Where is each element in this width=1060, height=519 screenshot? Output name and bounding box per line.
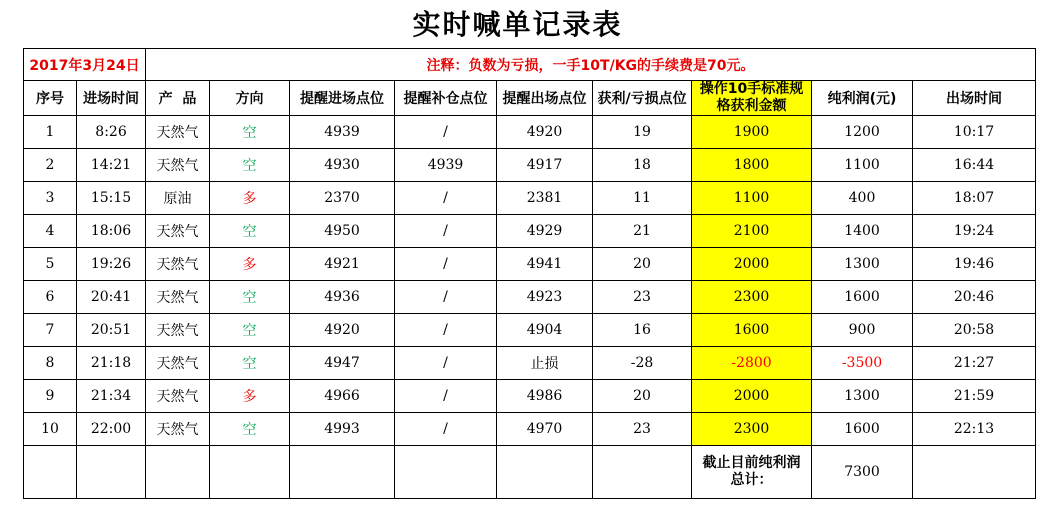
cell-pl-points: 23 [593, 413, 692, 446]
total-label-line1: 截止目前纯利润 [702, 455, 801, 471]
empty-cell [24, 446, 77, 499]
cell-pl-points: 23 [593, 281, 692, 314]
cell-entry-point: 4950 [290, 215, 395, 248]
cell-add-point: / [395, 413, 497, 446]
cell-exit-point: 4970 [497, 413, 593, 446]
cell-exit-point: 4923 [497, 281, 593, 314]
cell-seq: 3 [24, 182, 77, 215]
table-row [24, 149, 1036, 182]
cell-seq: 8 [24, 347, 77, 380]
cell-product: 天然气 [146, 314, 210, 347]
cell-exit-time: 10:17 [913, 116, 1036, 149]
cell-exit-point: 4920 [497, 116, 593, 149]
total-value: 7300 [812, 446, 913, 499]
trade-log-table [23, 48, 1036, 499]
cell-direction: 空 [210, 215, 290, 248]
cell-pl-points: -28 [593, 347, 692, 380]
cell-exit-point: 4917 [497, 149, 593, 182]
cell-std-profit: -2800 [692, 347, 812, 380]
page-title: 实时喊单记录表 [412, 8, 623, 41]
cell-direction: 多 [210, 380, 290, 413]
cell-seq: 5 [24, 248, 77, 281]
header-exit-point: 提醒出场点位 [497, 81, 593, 116]
cell-seq: 1 [24, 116, 77, 149]
header-std-profit-line2: 格获利金额 [716, 98, 787, 114]
cell-std-profit: 1100 [692, 182, 812, 215]
cell-std-profit: 1900 [692, 116, 812, 149]
cell-direction: 空 [210, 314, 290, 347]
cell-direction: 多 [210, 182, 290, 215]
table-row [24, 182, 1036, 215]
header-product: 产 品 [146, 81, 210, 116]
cell-std-profit: 2300 [692, 413, 812, 446]
cell-add-point: / [395, 347, 497, 380]
cell-add-point: / [395, 248, 497, 281]
empty-cell [913, 446, 1036, 499]
cell-net-profit: 1100 [812, 149, 913, 182]
cell-exit-time: 16:44 [913, 149, 1036, 182]
cell-product: 天然气 [146, 281, 210, 314]
cell-net-profit: 1600 [812, 413, 913, 446]
cell-pl-points: 20 [593, 248, 692, 281]
cell-exit-point: 4986 [497, 380, 593, 413]
cell-exit-time: 21:27 [913, 347, 1036, 380]
empty-cell [395, 446, 497, 499]
empty-cell [290, 446, 395, 499]
header-std-profit [692, 81, 812, 116]
table-row [24, 215, 1036, 248]
cell-entry-time: 20:41 [77, 281, 146, 314]
cell-direction: 空 [210, 413, 290, 446]
cell-product: 天然气 [146, 413, 210, 446]
header-entry-time: 进场时间 [77, 81, 146, 116]
cell-entry-point: 4936 [290, 281, 395, 314]
cell-pl-points: 19 [593, 116, 692, 149]
empty-cell [77, 446, 146, 499]
cell-pl-points: 21 [593, 215, 692, 248]
cell-direction: 多 [210, 248, 290, 281]
cell-entry-time: 21:34 [77, 380, 146, 413]
header-net-profit: 纯利润(元) [812, 81, 913, 116]
cell-direction: 空 [210, 347, 290, 380]
cell-net-profit: 1400 [812, 215, 913, 248]
cell-product: 天然气 [146, 215, 210, 248]
cell-std-profit: 2300 [692, 281, 812, 314]
cell-entry-time: 18:06 [77, 215, 146, 248]
cell-net-profit: 1200 [812, 116, 913, 149]
cell-entry-point: 2370 [290, 182, 395, 215]
date-cell: 2017年3月24日 [24, 49, 146, 81]
cell-product: 原油 [146, 182, 210, 215]
cell-std-profit: 1800 [692, 149, 812, 182]
cell-product: 天然气 [146, 116, 210, 149]
empty-cell [497, 446, 593, 499]
cell-entry-time: 21:18 [77, 347, 146, 380]
cell-add-point: 4939 [395, 149, 497, 182]
cell-net-profit: 1600 [812, 281, 913, 314]
cell-entry-point: 4939 [290, 116, 395, 149]
cell-exit-time: 20:58 [913, 314, 1036, 347]
cell-exit-time: 18:07 [913, 182, 1036, 215]
cell-entry-point: 4947 [290, 347, 395, 380]
header-std-profit-line1: 操作10手标准规 [699, 81, 804, 97]
cell-std-profit: 2100 [692, 215, 812, 248]
cell-seq: 6 [24, 281, 77, 314]
cell-pl-points: 20 [593, 380, 692, 413]
header-seq: 序号 [24, 81, 77, 116]
cell-exit-point: 4941 [497, 248, 593, 281]
cell-entry-time: 22:00 [77, 413, 146, 446]
cell-entry-time: 19:26 [77, 248, 146, 281]
table-row [24, 314, 1036, 347]
cell-std-profit: 2000 [692, 248, 812, 281]
total-row [24, 446, 1036, 499]
cell-seq: 7 [24, 314, 77, 347]
note-row [24, 49, 1036, 81]
cell-direction: 空 [210, 281, 290, 314]
cell-net-profit: 900 [812, 314, 913, 347]
empty-cell [146, 446, 210, 499]
cell-seq: 2 [24, 149, 77, 182]
cell-entry-time: 20:51 [77, 314, 146, 347]
cell-entry-time: 8:26 [77, 116, 146, 149]
cell-net-profit: 1300 [812, 380, 913, 413]
total-label [692, 446, 812, 499]
cell-entry-point: 4993 [290, 413, 395, 446]
cell-product: 天然气 [146, 347, 210, 380]
cell-add-point: / [395, 116, 497, 149]
table-row [24, 116, 1036, 149]
cell-std-profit: 1600 [692, 314, 812, 347]
cell-exit-point: 2381 [497, 182, 593, 215]
table-row [24, 347, 1036, 380]
cell-product: 天然气 [146, 380, 210, 413]
cell-exit-point: 4929 [497, 215, 593, 248]
empty-cell [593, 446, 692, 499]
header-direction: 方向 [210, 81, 290, 116]
cell-add-point: / [395, 314, 497, 347]
cell-add-point: / [395, 281, 497, 314]
cell-entry-point: 4930 [290, 149, 395, 182]
table-row [24, 281, 1036, 314]
header-pl-points: 获利/亏损点位 [593, 81, 692, 116]
cell-seq: 10 [24, 413, 77, 446]
cell-net-profit: -3500 [812, 347, 913, 380]
header-exit-time: 出场时间 [913, 81, 1036, 116]
cell-std-profit: 2000 [692, 380, 812, 413]
cell-direction: 空 [210, 149, 290, 182]
cell-exit-time: 19:46 [913, 248, 1036, 281]
cell-pl-points: 11 [593, 182, 692, 215]
cell-net-profit: 1300 [812, 248, 913, 281]
table-row [24, 248, 1036, 281]
table-row [24, 413, 1036, 446]
cell-entry-point: 4920 [290, 314, 395, 347]
cell-entry-time: 15:15 [77, 182, 146, 215]
cell-add-point: / [395, 182, 497, 215]
header-entry-point: 提醒进场点位 [290, 81, 395, 116]
empty-cell [210, 446, 290, 499]
cell-add-point: / [395, 215, 497, 248]
cell-exit-point: 4904 [497, 314, 593, 347]
note-cell: 注释：负数为亏损，一手10T/KG的手续费是70元。 [146, 49, 1036, 81]
cell-pl-points: 18 [593, 149, 692, 182]
cell-add-point: / [395, 380, 497, 413]
header-add-point: 提醒补仓点位 [395, 81, 497, 116]
cell-seq: 9 [24, 380, 77, 413]
cell-exit-time: 19:24 [913, 215, 1036, 248]
cell-entry-time: 14:21 [77, 149, 146, 182]
cell-product: 天然气 [146, 149, 210, 182]
cell-direction: 空 [210, 116, 290, 149]
cell-exit-time: 22:13 [913, 413, 1036, 446]
cell-exit-point: 止损 [497, 347, 593, 380]
total-label-line2: 总计： [730, 472, 773, 488]
cell-product: 天然气 [146, 248, 210, 281]
table-row [24, 380, 1036, 413]
cell-pl-points: 16 [593, 314, 692, 347]
cell-net-profit: 400 [812, 182, 913, 215]
cell-exit-time: 21:59 [913, 380, 1036, 413]
cell-entry-point: 4921 [290, 248, 395, 281]
cell-exit-time: 20:46 [913, 281, 1036, 314]
cell-entry-point: 4966 [290, 380, 395, 413]
cell-seq: 4 [24, 215, 77, 248]
header-row [24, 81, 1036, 116]
